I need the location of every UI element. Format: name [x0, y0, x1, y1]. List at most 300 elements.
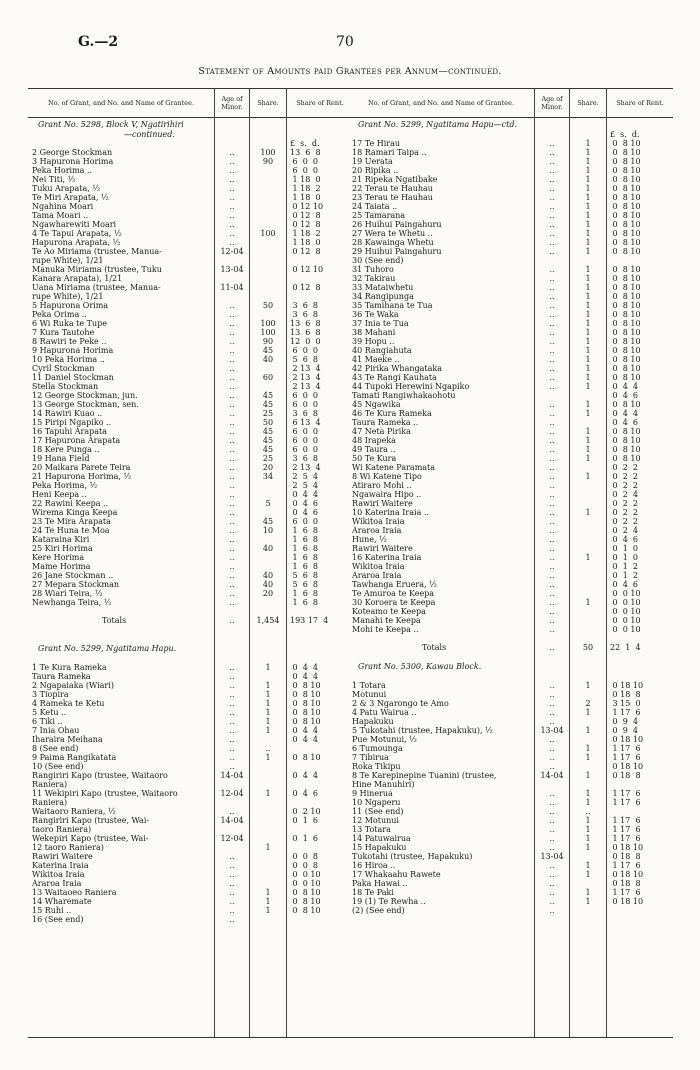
- share-value: 45: [262, 436, 274, 445]
- grantee-name: 8 Rawiri te Peke ..: [32, 337, 107, 346]
- grantee-name: 18 Ramari Taipa ..: [352, 148, 427, 157]
- table-row: [28, 274, 353, 283]
- rent-value: 0 1 6: [290, 816, 318, 825]
- table-row: [348, 598, 673, 607]
- rent-value: 0 8 10: [610, 157, 641, 166]
- rent-units: £ s. d.: [610, 130, 640, 139]
- minor-age: 13-04: [540, 852, 564, 861]
- rent-value: 0 8 10: [610, 247, 641, 256]
- grant-heading: Grant No. 5298, Block V, Ngatirihiri: [38, 120, 184, 129]
- grantee-name: Kere Horima: [32, 553, 85, 562]
- share-value: 1: [585, 789, 591, 798]
- grantee-name: 22 Terau te Hauhau: [352, 184, 433, 193]
- rent-value: 0 8 10: [610, 238, 641, 247]
- rent-units-row: [348, 130, 673, 139]
- minor-age: ..: [549, 708, 555, 717]
- grantee-name: 9 Hapurona Horima: [32, 346, 114, 355]
- grantee-name: 7 Kura Tautohe: [32, 328, 95, 337]
- table-row: [28, 544, 353, 553]
- minor-age: ..: [229, 553, 235, 562]
- share-value: 1: [585, 382, 591, 391]
- rent-value: 0 2 2: [610, 472, 638, 481]
- table-row: [28, 717, 353, 726]
- rent-value: 0 0 8: [290, 861, 318, 870]
- minor-age: ..: [549, 355, 555, 364]
- table-row: [348, 735, 673, 744]
- minor-age: ..: [549, 139, 555, 148]
- share-value: 1: [585, 247, 591, 256]
- rent-value: 1 18 0: [290, 238, 321, 247]
- table-row: [348, 589, 673, 598]
- rent-value: 0 0 10: [610, 625, 641, 634]
- minor-age: ..: [549, 906, 555, 915]
- minor-age: ..: [549, 175, 555, 184]
- grantee-name: 15 Hapakuku: [352, 843, 407, 852]
- rent-value: 0 9 4: [610, 717, 638, 726]
- header-rent: Share of Rent.: [287, 89, 353, 118]
- table-row: [348, 535, 673, 544]
- grantee-name: Ngawaira Hipo ..: [352, 490, 422, 499]
- rent-value: 0 2 2: [610, 499, 638, 508]
- table-row: [28, 184, 353, 193]
- rent-value: 0 4 6: [610, 535, 638, 544]
- grantee-name: 41 Maeke ..: [352, 355, 400, 364]
- grantee-name: Newhanga Teira, ½: [32, 598, 112, 607]
- rent-value: 0 8 10: [610, 193, 641, 202]
- table-row: [28, 265, 353, 274]
- minor-age: ..: [229, 753, 235, 762]
- rent-value: 0 8 10: [610, 454, 641, 463]
- share-value: 1: [585, 708, 591, 717]
- minor-age: ..: [229, 157, 235, 166]
- minor-age: ..: [549, 193, 555, 202]
- minor-age: ..: [549, 798, 555, 807]
- table-row: [348, 328, 673, 337]
- grantee-name: Nei Titi, ½: [32, 175, 76, 184]
- share-value: 1: [585, 202, 591, 211]
- share-value: 1: [585, 553, 591, 562]
- rent-value: 6 0 0: [290, 346, 318, 355]
- minor-age: ..: [549, 166, 555, 175]
- minor-age: ..: [549, 825, 555, 834]
- table-row: [348, 906, 673, 915]
- grantee-name: 7 Inia Ohau: [32, 726, 80, 735]
- share-value: 1: [585, 220, 591, 229]
- minor-age: ..: [549, 328, 555, 337]
- grantee-name: 28 Kawainga Whetu: [352, 238, 434, 247]
- rent-value: 0 8 10: [610, 292, 641, 301]
- grantee-name: Rawiri Waitere: [32, 852, 93, 861]
- minor-age: ..: [229, 735, 235, 744]
- share-value: 90: [262, 157, 274, 166]
- share-value: 1: [585, 301, 591, 310]
- table-row: [28, 283, 353, 292]
- table-row: [28, 517, 353, 526]
- grantee-name: 50 Te Kura: [352, 454, 397, 463]
- share-value: 1: [585, 364, 591, 373]
- totals-row: [348, 643, 673, 652]
- minor-age: ..: [229, 544, 235, 553]
- grantee-name: Ngawharewiti Moari: [32, 220, 117, 229]
- grant-heading: Grant No. 5299, Ngatitama Hapu—ctd.: [358, 120, 518, 129]
- minor-age: ..: [229, 175, 235, 184]
- minor-age: ..: [549, 690, 555, 699]
- share-value: 1: [265, 708, 271, 717]
- minor-age: ..: [229, 202, 235, 211]
- minor-age: ..: [229, 672, 235, 681]
- grantee-name: Hapurona Arapata, ½: [32, 238, 121, 247]
- rent-value: 0 8 10: [610, 436, 641, 445]
- minor-age: ..: [549, 625, 555, 634]
- grantee-name: 6 Wi Ruka te Tupe: [32, 319, 107, 328]
- table-row: [28, 175, 353, 184]
- page-title: Statement of Amounts paid Grantees per Annum—continued.: [198, 66, 502, 77]
- share-value: 1: [585, 283, 591, 292]
- table-row: [348, 499, 673, 508]
- grantee-name: Rawiri Waitere: [352, 499, 413, 508]
- table-row: [348, 472, 673, 481]
- share-value: 40: [262, 580, 274, 589]
- rent-value: 0 18 8: [610, 771, 641, 780]
- minor-age: ..: [549, 229, 555, 238]
- table-row: [348, 553, 673, 562]
- grantee-name: Wikitoa Iraia: [32, 870, 85, 879]
- grantee-name: Te Ao Miriama (trustee, Manua-: [32, 247, 162, 256]
- grantee-name: Ngahina Moari: [32, 202, 94, 211]
- minor-age: ..: [549, 843, 555, 852]
- minor-age: ..: [229, 852, 235, 861]
- minor-age: ..: [549, 220, 555, 229]
- totals-label: Totals: [422, 643, 447, 652]
- table-row: [28, 382, 353, 391]
- minor-age: ..: [229, 229, 235, 238]
- table-row: [348, 382, 673, 391]
- share-value: 100: [260, 148, 276, 157]
- minor-age: 14-04: [220, 771, 244, 780]
- share-value: 1: [585, 598, 591, 607]
- grantee-name: 25 Tamarana: [352, 211, 406, 220]
- minor-age: ..: [549, 816, 555, 825]
- minor-age: ..: [229, 906, 235, 915]
- rent-value: 0 4 4: [290, 672, 318, 681]
- rent-value: 0 1 6: [290, 834, 318, 843]
- table-row: [348, 771, 673, 780]
- minor-age: 12-04: [220, 247, 244, 256]
- grantee-name: 19 Uerata: [352, 157, 393, 166]
- grantee-name: 10 Ngaperu: [352, 798, 401, 807]
- share-value: 1: [265, 906, 271, 915]
- rent-value: 0 12 8: [290, 247, 321, 256]
- rent-value: 1 17 6: [610, 888, 641, 897]
- totals-share: 1,454: [256, 616, 280, 625]
- rent-value: 0 8 10: [610, 139, 641, 148]
- share-value: 1: [585, 870, 591, 879]
- minor-age: ..: [229, 418, 235, 427]
- rent-value: 0 2 2: [610, 463, 638, 472]
- table-row: [348, 292, 673, 301]
- table-row: [348, 508, 673, 517]
- rent-value: 3 6 8: [290, 310, 318, 319]
- minor-age: ..: [549, 544, 555, 553]
- rent-value: 0 4 6: [610, 391, 638, 400]
- minor-age: 14-04: [220, 816, 244, 825]
- grant-heading: Grant No. 5299, Ngatitama Hapu.: [38, 644, 177, 653]
- totals-label: Totals: [102, 616, 127, 625]
- rent-value: 0 18 8: [610, 852, 641, 861]
- table-row: [28, 553, 353, 562]
- minor-age: ..: [549, 373, 555, 382]
- grantee-name: 8 (See end): [32, 744, 79, 753]
- grantee-name: Motunui: [352, 690, 387, 699]
- share-value: 1: [585, 726, 591, 735]
- minor-age: ..: [549, 789, 555, 798]
- grantee-name: 27 Mepara Stockman: [32, 580, 120, 589]
- left-column-table: [28, 88, 353, 1038]
- share-value: 40: [262, 544, 274, 553]
- table-row: [348, 193, 673, 202]
- grantee-name: Kanara Arapata), 1/21: [32, 274, 123, 283]
- share-value: 1: [585, 454, 591, 463]
- table-row: [28, 391, 353, 400]
- minor-age: ..: [229, 355, 235, 364]
- share-value: 1: [265, 663, 271, 672]
- rent-value: 0 8 10: [610, 337, 641, 346]
- minor-age: ..: [549, 681, 555, 690]
- table-row: [348, 274, 673, 283]
- share-value: 20: [262, 463, 274, 472]
- table-row: [348, 445, 673, 454]
- share-value: 10: [262, 526, 274, 535]
- right-body: [348, 119, 673, 915]
- rent-value: 0 4 6: [610, 580, 638, 589]
- rent-value: 6 0 0: [290, 445, 318, 454]
- minor-age: ..: [229, 301, 235, 310]
- grantee-name: rupe White), 1/21: [32, 292, 104, 301]
- table-row: [28, 735, 353, 744]
- grantee-name: 3 Hapurona Horima: [32, 157, 114, 166]
- share-value: 1: [585, 238, 591, 247]
- share-value: 25: [262, 409, 274, 418]
- rent-value: 1 6 8: [290, 526, 318, 535]
- minor-age: ..: [229, 699, 235, 708]
- grantee-name: Rangiriri Kapo (trustee, Wai-: [32, 816, 150, 825]
- table-row: [28, 816, 353, 825]
- minor-age: ..: [229, 861, 235, 870]
- rent-value: 0 8 10: [610, 211, 641, 220]
- share-value: 1: [585, 798, 591, 807]
- minor-age: ..: [229, 220, 235, 229]
- table-row: [28, 238, 353, 247]
- rent-value: 0 12 10: [290, 265, 324, 274]
- rent-value: 0 8 10: [290, 888, 321, 897]
- minor-age: 12-04: [220, 834, 244, 843]
- grantee-name: 16 (See end): [32, 915, 84, 924]
- rent-value: 3 6 8: [290, 409, 318, 418]
- rent-value: 0 18 10: [610, 843, 644, 852]
- rent-value: 1 17 6: [610, 825, 641, 834]
- minor-age: ..: [229, 717, 235, 726]
- minor-age: ..: [229, 328, 235, 337]
- minor-age: ..: [229, 427, 235, 436]
- table-row: [348, 418, 673, 427]
- grantee-name: 18 Kere Punga ..: [32, 445, 100, 454]
- share-value: 1: [585, 427, 591, 436]
- grantee-name: Taura Rameka: [32, 672, 91, 681]
- share-value: 1: [265, 681, 271, 690]
- minor-age: ..: [229, 490, 235, 499]
- table-row: [348, 580, 673, 589]
- grantee-name: 24 Taiata ..: [352, 202, 398, 211]
- grantee-name: Tawhanga Eruera, ½: [352, 580, 437, 589]
- rent-value: 6 13 4: [290, 418, 321, 427]
- table-row: [28, 861, 353, 870]
- rent-value: 0 12 8: [290, 211, 321, 220]
- rent-value: 0 8 10: [290, 897, 321, 906]
- minor-age: ..: [549, 364, 555, 373]
- rent-value: 0 2 4: [610, 490, 638, 499]
- table-row: [348, 879, 673, 888]
- rent-value: 1 18 0: [290, 175, 321, 184]
- table-row: [28, 337, 353, 346]
- minor-age: ..: [549, 247, 555, 256]
- table-row: [348, 337, 673, 346]
- rent-value: 0 8 10: [290, 906, 321, 915]
- table-row: [348, 616, 673, 625]
- grantee-name: Iharaira Meihana: [32, 735, 103, 744]
- rent-value: 0 8 10: [290, 699, 321, 708]
- table-row: [348, 708, 673, 717]
- table-row: [348, 789, 673, 798]
- table-row: [28, 888, 353, 897]
- table-row: [348, 157, 673, 166]
- rent-value: 0 0 8: [290, 852, 318, 861]
- grantee-name: 5 Ketu ..: [32, 708, 67, 717]
- rent-value: 0 18 8: [610, 879, 641, 888]
- rent-value: 1 18 2: [290, 184, 321, 193]
- right-column-table: [348, 88, 673, 1038]
- grantee-name: 43 Te Rangi Kauhata: [352, 373, 437, 382]
- rent-value: 6 0 0: [290, 166, 318, 175]
- rent-value: 0 8 10: [610, 319, 641, 328]
- rent-value: 12 0 0: [290, 337, 321, 346]
- rent-value: 0 8 10: [610, 202, 641, 211]
- share-value: 1: [585, 771, 591, 780]
- table-row: [28, 157, 353, 166]
- minor-age: ..: [549, 598, 555, 607]
- rent-value: 0 2 10: [290, 807, 321, 816]
- minor-age: ..: [549, 283, 555, 292]
- table-row: [348, 753, 673, 762]
- minor-age: ..: [229, 409, 235, 418]
- minor-age: 13-04: [540, 726, 564, 735]
- rent-value: 0 1 2: [610, 571, 638, 580]
- share-value: 1: [265, 753, 271, 762]
- grantee-name: 11 (See end): [352, 807, 404, 816]
- table-row: [28, 535, 353, 544]
- grantee-name: 13 Totara: [352, 825, 391, 834]
- table-row: [28, 879, 353, 888]
- share-value: 1: [585, 409, 591, 418]
- table-row: [28, 490, 353, 499]
- table-row: [348, 562, 673, 571]
- minor-age: ..: [229, 310, 235, 319]
- rent-value: 13 6 8: [290, 319, 321, 328]
- grantee-name: Araroa Iraia: [352, 526, 402, 535]
- table-row: [348, 436, 673, 445]
- rent-value: 0 8 10: [290, 681, 321, 690]
- minor-age: ..: [549, 157, 555, 166]
- grantee-name: 2 George Stockman: [32, 148, 113, 157]
- table-row: [348, 481, 673, 490]
- grantee-name: 7 Tibirua: [352, 753, 389, 762]
- rent-value: 0 8 10: [290, 753, 321, 762]
- grantee-name: Atiraro Mohi ..: [352, 481, 412, 490]
- table-row: [28, 292, 353, 301]
- share-value: 5: [265, 499, 271, 508]
- minor-age: ..: [549, 337, 555, 346]
- minor-age: ..: [229, 436, 235, 445]
- rent-value: 6 0 0: [290, 400, 318, 409]
- table-row: [348, 780, 673, 789]
- table-row: [348, 699, 673, 708]
- rent-value: 0 8 10: [610, 301, 641, 310]
- grantee-name: 6 Tumounga: [352, 744, 403, 753]
- rent-value: 0 8 10: [610, 346, 641, 355]
- minor-age: ..: [549, 310, 555, 319]
- table-row: [28, 481, 353, 490]
- table-row: [28, 870, 353, 879]
- grantee-name: Hine Manuhiri): [352, 780, 415, 789]
- table-row: [28, 526, 353, 535]
- minor-age: ..: [549, 717, 555, 726]
- grantee-name: Stella Stockman: [32, 382, 99, 391]
- share-value: 1: [265, 699, 271, 708]
- share-value: 45: [262, 517, 274, 526]
- grantee-name: Katerina Iraia: [32, 861, 89, 870]
- rent-value: 0 4 4: [610, 382, 638, 391]
- minor-age: ..: [549, 753, 555, 762]
- rent-value: 0 18 10: [610, 897, 644, 906]
- minor-age: ..: [549, 490, 555, 499]
- table-row: [348, 301, 673, 310]
- grantee-name: Cyril Stockman: [32, 364, 95, 373]
- table-row: [348, 355, 673, 364]
- grantee-name: 48 Irapeka: [352, 436, 396, 445]
- minor-age: ..: [549, 346, 555, 355]
- grantee-name: Rangiriri Kapo (trustee, Waitaoro: [32, 771, 168, 780]
- share-value: 1: [585, 265, 591, 274]
- share-value: 25: [262, 454, 274, 463]
- grantee-name: 46 Te Kura Rameka: [352, 409, 432, 418]
- share-value: 1: [585, 825, 591, 834]
- share-value: 50: [262, 418, 274, 427]
- minor-age: ..: [549, 481, 555, 490]
- table-row: [28, 499, 353, 508]
- rent-value: 1 17 6: [610, 861, 641, 870]
- table-row: [348, 825, 673, 834]
- share-value: 60: [262, 373, 274, 382]
- grantee-name: 8 Te Karepinepine Tuanini (trustee,: [352, 771, 497, 780]
- grantee-name: 2 Ngapaiaka (Wiari): [32, 681, 114, 690]
- grantee-name: 19 (1) Te Rewha ..: [352, 897, 426, 906]
- grantee-name: 47 Neta Pirika: [352, 427, 411, 436]
- share-value: 100: [260, 319, 276, 328]
- table-row: [348, 717, 673, 726]
- grantee-name: Kataraina Kiri: [32, 535, 90, 544]
- table-row: [28, 247, 353, 256]
- rent-value: 2 13 4: [290, 364, 321, 373]
- rent-value: 0 1 2: [610, 562, 638, 571]
